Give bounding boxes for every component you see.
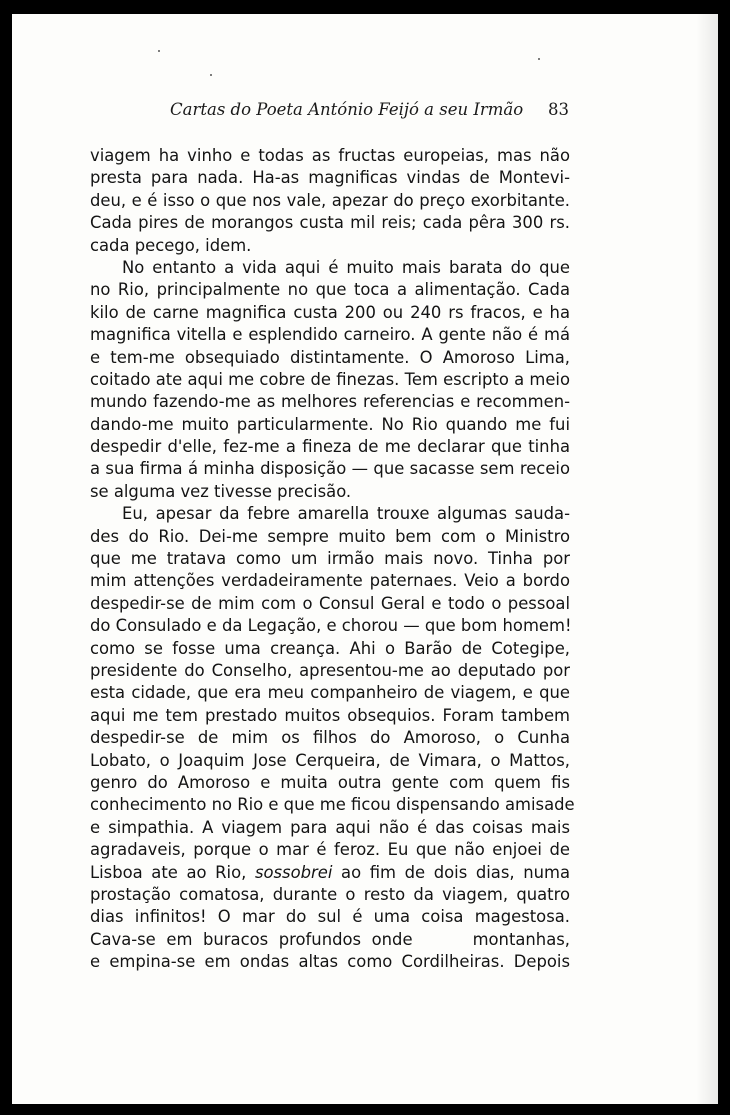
text-line: despedir-se de mim com o Consul Geral e todo o pessoal xyxy=(90,593,570,613)
text-line-with-italic xyxy=(90,862,570,884)
line-segment: Lisboa ate ao Rio, xyxy=(90,862,255,882)
text-line: conhecimento no Rio e que me ficou dispensando amisade xyxy=(90,795,575,815)
body-text xyxy=(90,145,575,973)
text-line: mim attenções verdadeiramente paternaes. Veio a bordo xyxy=(90,571,570,591)
text-line: dias infinitos! O mar do sul é uma coisa magestosa. xyxy=(90,907,570,927)
paper-speck xyxy=(158,50,160,52)
text-line: viagem ha vinho e todas as fructas europeias, mas não xyxy=(90,146,570,165)
text-line: dando-me muito particularmente. No Rio quando me fui xyxy=(90,414,570,434)
line-segment: montanhas, xyxy=(472,929,570,949)
paper-speck xyxy=(210,74,212,76)
text-line: que me tratava como um irmão mais novo. Tinha por xyxy=(90,549,570,569)
book-page xyxy=(12,14,718,1104)
text-line: e empina-se em ondas altas como Cordilheiras. Depois xyxy=(90,952,570,972)
text-line: mundo fazendo-me as melhores referencias e recommen- xyxy=(90,392,570,412)
text-line: do Consulado e da Legação, e chorou — que bom homem! xyxy=(90,616,572,636)
text-line: Cada pires de morangos custa mil reis; cada pêra 300 rs. xyxy=(90,213,570,233)
text-line-with-gap xyxy=(90,929,570,951)
text-line: No entanto a vida aqui é muito mais barata do que xyxy=(122,257,570,277)
text-line: des do Rio. Dei-me sempre muito bem com o Ministro xyxy=(90,526,570,546)
page-number: 83 xyxy=(548,100,569,119)
text-line: genro do Amoroso e muita outra gente com quem fis xyxy=(90,772,570,792)
paragraph-1 xyxy=(90,145,570,257)
text-line: deu, e é isso o que nos vale, apezar do preço exorbitante. xyxy=(90,190,570,210)
paper-speck xyxy=(538,58,540,60)
text-line: presidente do Conselho, apresentou-me ao deputado por xyxy=(90,660,570,680)
text-line: coitado ate aqui me cobre de finezas. Tem escripto a meio xyxy=(90,369,570,389)
paragraph-3 xyxy=(90,503,575,973)
text-line: prostação comatosa, durante o resto da viagem, quatro xyxy=(90,884,570,904)
text-line: kilo de carne magnifica custa 200 ou 240 rs fracos, e ha xyxy=(90,302,570,322)
line-segment: Cava-se em buracos profundos onde xyxy=(90,929,413,949)
text-line: presta para nada. Ha-as magnificas vindas de Montevi- xyxy=(90,168,570,188)
text-line: esta cidade, que era meu companheiro de viagem, e que xyxy=(90,683,570,703)
paragraph-2 xyxy=(90,257,570,503)
text-line: cada pecego, idem. xyxy=(90,235,252,255)
text-line: e tem-me obsequiado distintamente. O Amoroso Lima, xyxy=(90,347,570,367)
text-line: no Rio, principalmente no que toca a alimentação. Cada xyxy=(90,280,570,300)
text-line: como se fosse uma creança. Ahi o Barão de Cotegipe, xyxy=(90,638,570,658)
text-line: aqui me tem prestado muitos obsequios. Foram tambem xyxy=(90,705,570,725)
text-line: se alguma vez tivesse precisão. xyxy=(90,481,352,501)
text-line: despedir-se de mim os filhos do Amoroso, o Cunha xyxy=(90,728,570,748)
text-line: magnifica vitella e esplendido carneiro. A gente não é má xyxy=(90,325,570,345)
text-line: a sua firma á minha disposição — que sacasse sem receio xyxy=(90,459,570,479)
text-line: Eu, apesar da febre amarella trouxe algumas sauda- xyxy=(122,504,570,524)
italic-word: sossobrei xyxy=(254,862,333,882)
text-line: e simpathia. A viagem para aqui não é das coisas mais xyxy=(90,817,570,837)
text-line: Lobato, o Joaquim Jose Cerqueira, de Vimara, o Mattos, xyxy=(90,750,570,770)
text-line: despedir d'elle, fez-me a fineza de me declarar que tinha xyxy=(90,437,570,457)
line-segment: ao fim de dois dias, numa xyxy=(332,862,570,882)
running-header xyxy=(12,100,718,130)
text-line: agradaveis, porque o mar é feroz. Eu que não enjoei de xyxy=(90,840,570,860)
running-title: Cartas do Poeta António Feijó a seu Irmão xyxy=(170,100,524,119)
